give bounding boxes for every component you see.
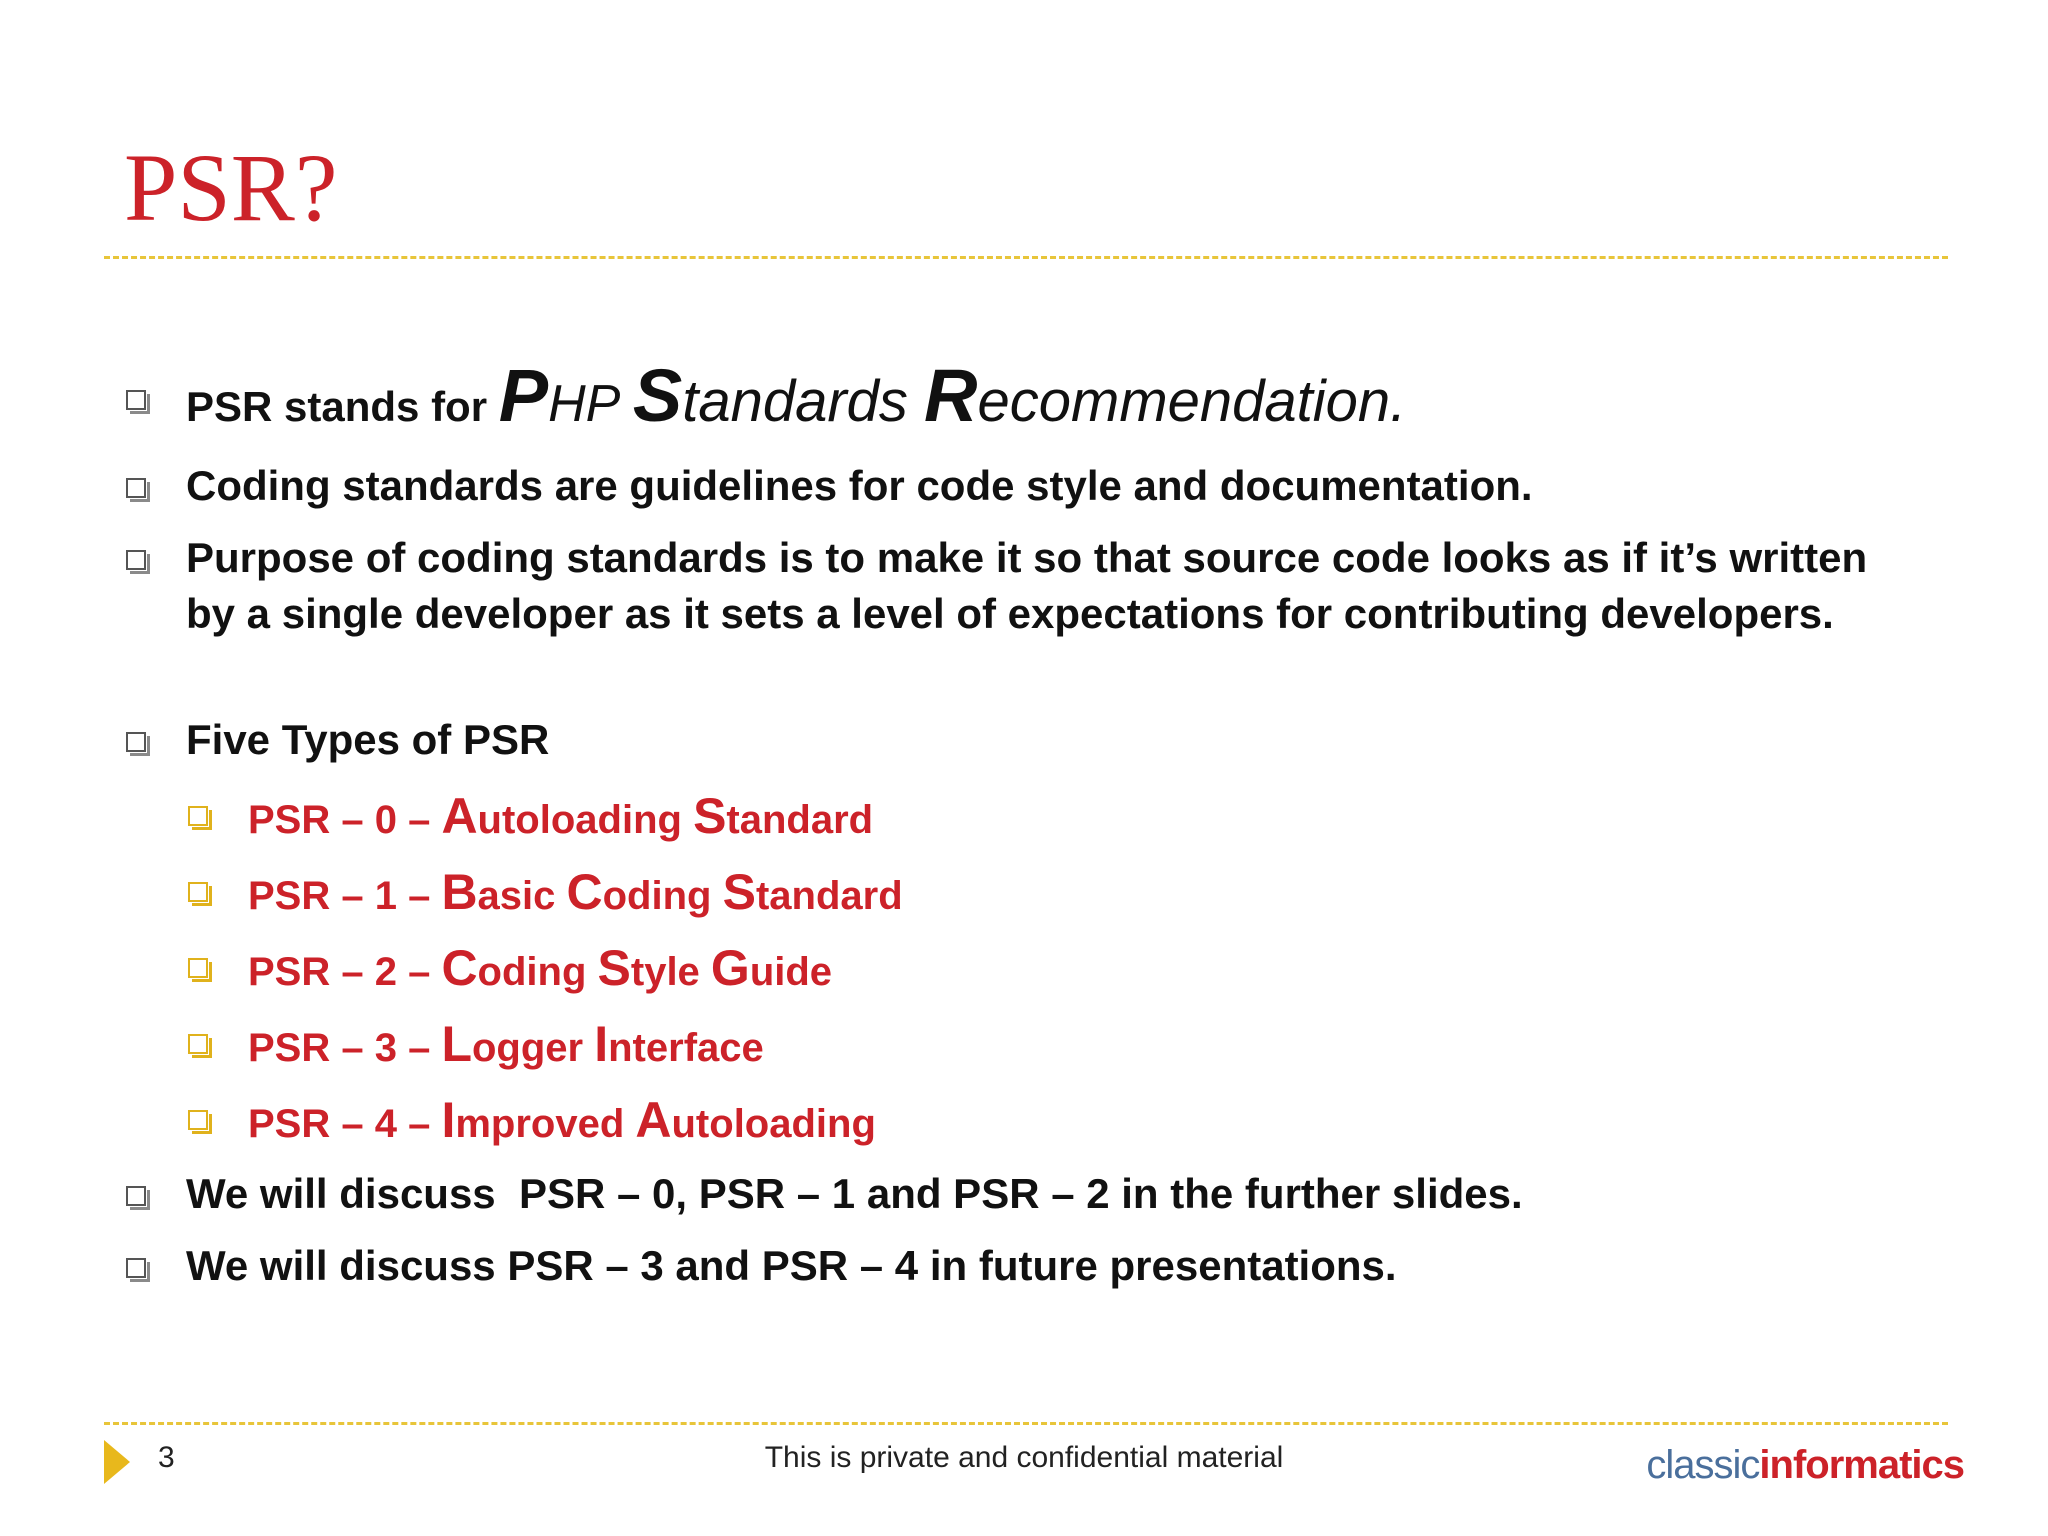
footer-divider	[104, 1422, 1948, 1425]
bullet-five-types: Five Types of PSR	[186, 712, 1896, 768]
sub-bullet-psr-2: PSR – 2 – Coding Style Guide	[248, 940, 1958, 1000]
logo-part-classic: classic	[1646, 1443, 1760, 1487]
checkbox-bullet-icon	[188, 1110, 208, 1130]
sub-bullet-psr-1: PSR – 1 – Basic Coding Standard	[248, 864, 1958, 924]
company-logo	[1646, 1443, 1964, 1488]
checkbox-bullet-icon	[126, 1186, 146, 1206]
logo-part-informatics: informatics	[1759, 1443, 1964, 1487]
checkbox-bullet-icon	[126, 732, 146, 752]
title-divider	[104, 256, 1948, 259]
page-number: 3	[158, 1441, 175, 1474]
sub-bullet-psr-0: PSR – 0 – Autoloading Standard	[248, 788, 1958, 848]
bullet-discuss-further: We will discuss PSR – 0, PSR – 1 and PSR – 2 in the further slides.	[186, 1166, 1896, 1222]
sub-bullet-psr-4: PSR – 4 – Improved Autoloading	[248, 1092, 1958, 1152]
bullet-discuss-future: We will discuss PSR – 3 and PSR – 4 in future presentations.	[186, 1238, 1896, 1294]
checkbox-bullet-icon	[126, 478, 146, 498]
checkbox-bullet-icon	[188, 1034, 208, 1054]
bullet-psr-definition: PSR stands for PHP Standards Recommendation.	[186, 368, 1896, 435]
checkbox-bullet-icon	[188, 958, 208, 978]
checkbox-bullet-icon	[126, 550, 146, 570]
bullet-coding-standards: Coding standards are guidelines for code style and documentation.	[186, 458, 1896, 514]
checkbox-bullet-icon	[126, 390, 146, 410]
sub-bullet-psr-3: PSR – 3 – Logger Interface	[248, 1016, 1958, 1076]
checkbox-bullet-icon	[188, 806, 208, 826]
checkbox-bullet-icon	[126, 1258, 146, 1278]
checkbox-bullet-icon	[188, 882, 208, 902]
bullet-purpose: Purpose of coding standards is to make it so that source code looks as if it’s written by a single developer as it sets a level of expectations for contributing developers.	[186, 530, 1896, 642]
slide-title: PSR?	[124, 134, 338, 241]
footer-confidential-text: This is private and confidential material	[764, 1441, 1284, 1474]
